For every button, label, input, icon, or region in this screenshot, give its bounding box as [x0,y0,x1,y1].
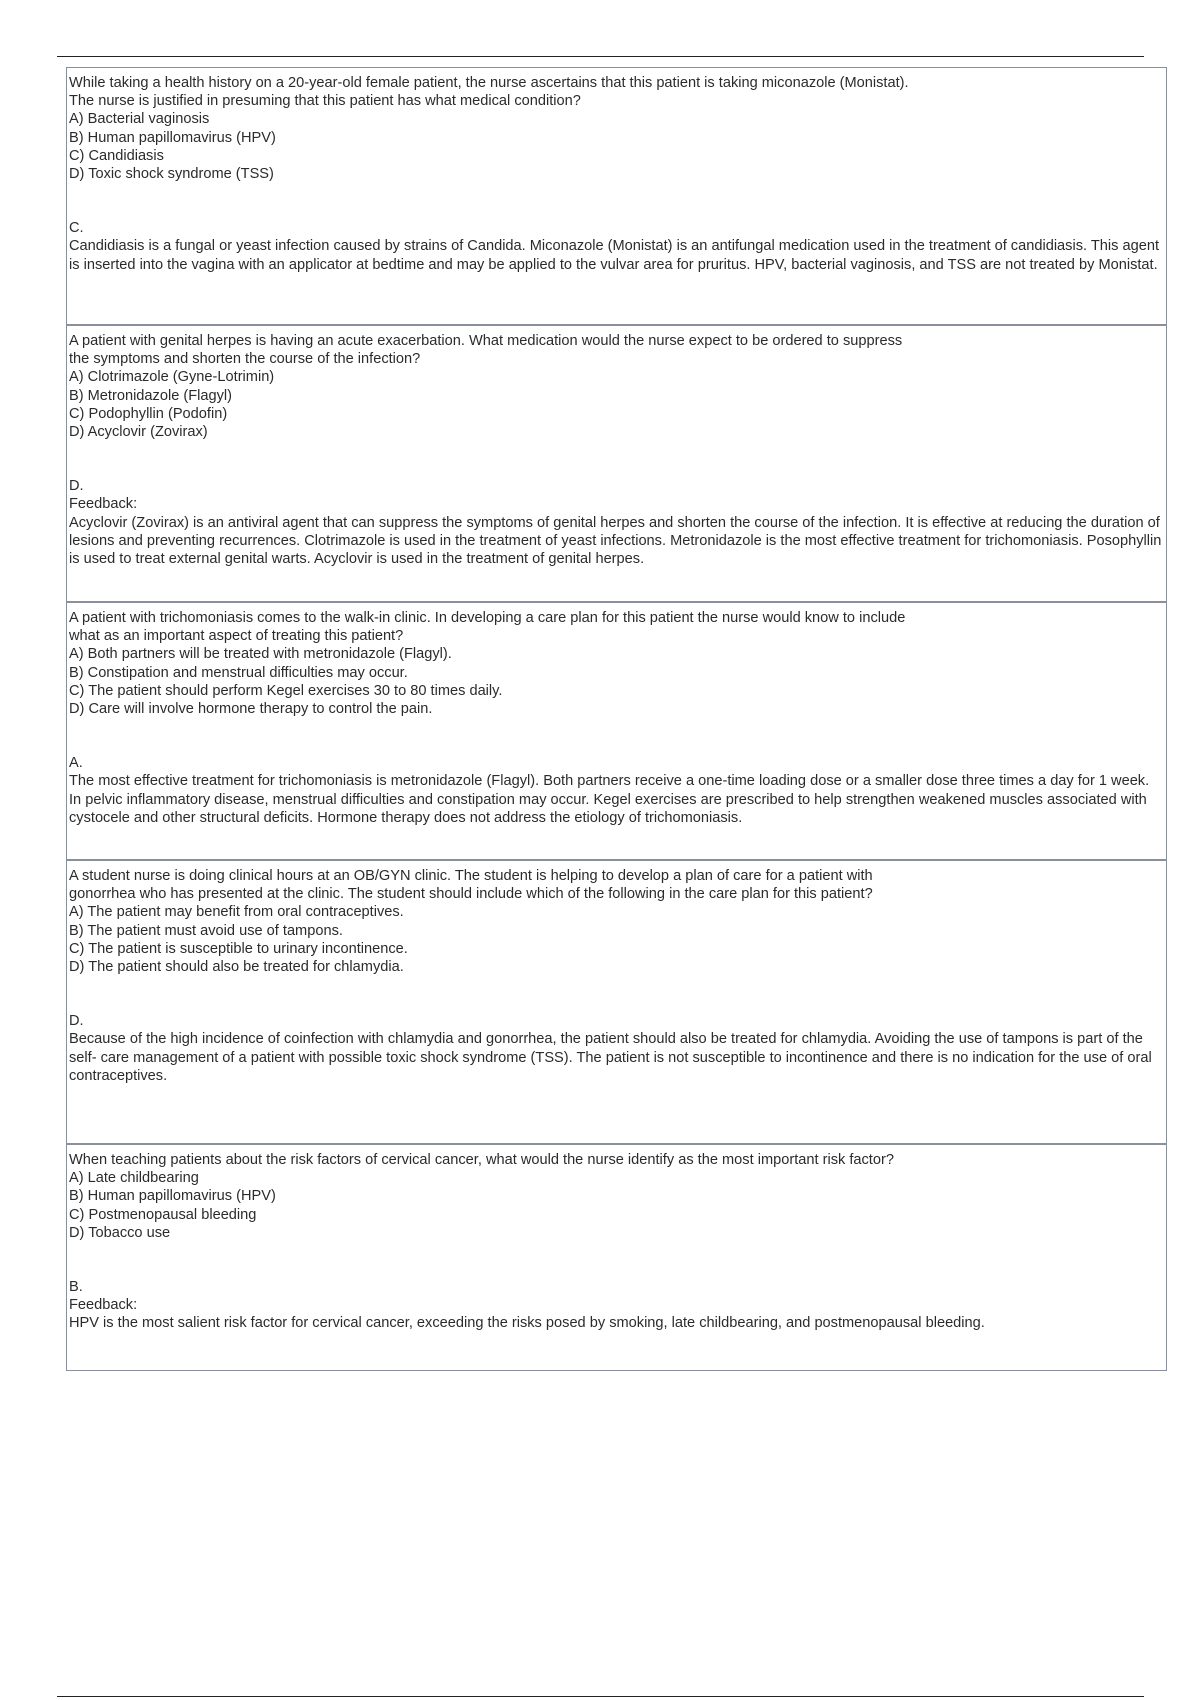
question-text: When teaching patients about the risk factors of cervical cancer, what would the nurse identify as the most important risk factor? [69,1152,894,1168]
answer-key: B. [69,1279,83,1296]
answer-key: D. [69,1013,84,1030]
question-block-5 [67,1145,1166,1370]
question [67,609,1166,718]
bottom-rule [57,1696,1144,1697]
question [67,867,1166,976]
option-a: A) The patient may benefit from oral contraceptives. [69,904,404,921]
explanation: Because of the high incidence of coinfection with chlamydia and gonorrhea, the patient should also be treated for chlamydia. Avoiding the use of tampons is part of the self- care management of a patient with possible toxic shock syndrome (TSS). The patient is not susceptible to incontinence and there is no indication for the use of oral contraceptives. [69,1031,1152,1084]
question [67,74,1166,183]
option-b: B) Human papillomavirus (HPV) [69,1188,276,1205]
top-rule [57,56,1144,57]
explanation: The most effective treatment for trichomoniasis is metronidazole (Flagyl). Both partners receive a one-time loading dose or a smaller dose three times a day for 1 week. In pelvic inflammatory disease, menstrual difficulties and constipation may occur. Kegel exercises are prescribed to help strengthen weakened muscles associated with cystocele and other structural deficits. Hormone therapy does not address the etiology of trichomoniasis. [69,773,1150,826]
feedback-label: Feedback: [69,1297,138,1314]
question-text: A student nurse is doing clinical hours at an OB/GYN clinic. The student is helping to develop a plan of care for a patient with gonorrhea who has presented at the clinic. The student should include which of the following in the care plan for this patient? [69,868,873,903]
explanation: Candidiasis is a fungal or yeast infection caused by strains of Candida. Miconazole (Monistat) is an antifungal medication used in the treatment of candidiasis. This agent is inserted into the vagina with an applicator at bedtime and may be applied to the vulvar area for pruritus. HPV, bacterial vaginosis, and TSS are not treated by Monistat. [69,238,1159,273]
answer-section [67,219,1166,274]
option-c: C) Podophyllin (Podofin) [69,405,228,422]
option-d: D) Tobacco use [69,1224,171,1241]
question [67,1151,1166,1242]
option-c: C) Candidiasis [69,147,164,164]
feedback-label: Feedback: [69,496,138,513]
explanation: HPV is the most salient risk factor for cervical cancer, exceeding the risks posed by smoking, late childbearing, and postmenopausal bleeding. [69,1315,985,1332]
explanation: Acyclovir (Zovirax) is an antiviral agent that can suppress the symptoms of genital herpes and shorten the course of the infection. It is effective at reducing the duration of lesions and preventing recurrences. Clotrimazole is used in the treatment of yeast infections. Metronidazole is the most effective treatment for trichomoniasis. Posophyllin is used to treat external genital warts. Acyclovir is used in the treatment of genital herpes. [69,514,1162,568]
option-d: D) Care will involve hormone therapy to control the pain. [69,701,433,718]
answer-key: D. [69,478,84,495]
answer-section [67,1278,1166,1333]
option-b: B) Constipation and menstrual difficulties may occur. [69,664,408,681]
option-c: C) The patient should perform Kegel exercises 30 to 80 times daily. [69,682,503,699]
option-a: A) Clotrimazole (Gyne-Lotrimin) [69,369,275,386]
question-block-3 [67,603,1166,861]
option-b: B) The patient must avoid use of tampons. [69,922,343,939]
answer-section [67,477,1166,568]
option-b: B) Human papillomavirus (HPV) [69,129,276,146]
option-c: C) Postmenopausal bleeding [69,1206,257,1223]
question-block-2 [67,326,1166,603]
option-a: A) Bacterial vaginosis [69,111,210,128]
option-b: B) Metronidazole (Flagyl) [69,387,233,404]
option-d: D) Toxic shock syndrome (TSS) [69,166,274,183]
option-a: A) Late childbearing [69,1170,199,1187]
question-text: A patient with genital herpes is having an acute exacerbation. What medication would the nurse expect to be ordered to suppress the symptoms and shorten the course of the infection? [69,333,903,368]
question-text: While taking a health history on a 20-year-old female patient, the nurse ascertains that this patient is taking miconazole (Monistat). The nurse is justified in presuming that this patient has what medical condition? [69,75,909,110]
question-block-4 [67,861,1166,1145]
question [67,332,1166,441]
answer-key: A. [69,755,83,772]
answer-section [67,754,1166,827]
question-text: A patient with trichomoniasis comes to the walk-in clinic. In developing a care plan for this patient the nurse would know to include what as an important aspect of treating this patient? [69,610,906,645]
option-d: D) The patient should also be treated for chlamydia. [69,959,404,976]
option-a: A) Both partners will be treated with metronidazole (Flagyl). [69,646,452,663]
answer-key: C. [69,220,84,237]
option-c: C) The patient is susceptible to urinary incontinence. [69,940,408,957]
question-block-1 [67,68,1166,326]
option-d: D) Acyclovir (Zovirax) [69,424,208,441]
answer-section [67,1012,1166,1085]
question-table [66,67,1167,1371]
